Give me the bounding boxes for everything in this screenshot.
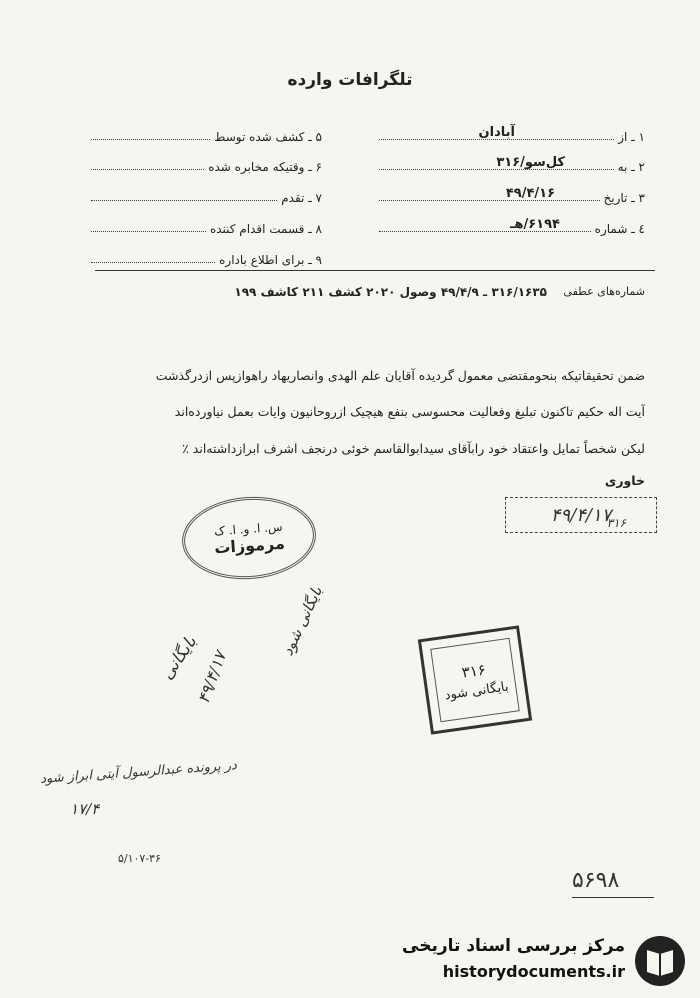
stamp-line: مرموزات — [213, 533, 286, 557]
field-value: کل‌سو/۳۱۶ — [496, 155, 565, 170]
field-label: ٤ ـ شماره — [594, 222, 645, 236]
document-number: ۵۶۹۸ — [572, 868, 620, 893]
box-date: ۴۹/۴/۱۷ — [550, 504, 612, 526]
signature-name: خاوری — [604, 473, 645, 488]
field-sent-time — [87, 150, 322, 174]
field-value: ۴۹/۴/۱۶ — [505, 186, 555, 201]
divider — [95, 270, 655, 271]
field-label: ۲ ـ به — [617, 160, 645, 174]
handwritten-date: ۴۹/۴/۱۷ — [193, 648, 230, 707]
field-label: ۶ ـ وقتیکه مخابره شده — [208, 160, 322, 174]
handwritten-number: ۱۷/۴ — [70, 800, 100, 818]
field-to — [375, 150, 645, 174]
oval-stamp — [179, 492, 318, 583]
body-line: آیت اله حکیم تاکنون تبلیغ وفعالیت محسوسی بنفع هیچیک ازروحانیون وایات بعمل نیاورده‌اند — [174, 404, 645, 419]
field-decoded-by — [87, 120, 322, 144]
stamp-line: بایگانی شود — [443, 678, 510, 703]
field-value: ۶۱۹۴/هـ — [510, 217, 560, 232]
book-logo-icon — [633, 934, 687, 988]
stamp-line: س. ا. و. ا. ک — [213, 519, 283, 538]
field-from — [375, 120, 645, 144]
field-date — [375, 181, 645, 205]
reference-numbers — [45, 285, 645, 307]
stamp-line: ۳۱۶ — [460, 659, 487, 682]
reference-label: شماره‌های عطفی — [563, 285, 645, 298]
handwritten-note: بایگانی شود — [278, 583, 326, 659]
box-code: ۳۱۶ — [606, 516, 626, 530]
underline — [572, 897, 654, 898]
field-label: ۹ ـ برای اطلاع باداره — [219, 253, 322, 267]
field-label: ۷ ـ تقدم — [281, 191, 322, 205]
field-label: ۳ ـ تاریخ — [603, 191, 645, 205]
field-info-office — [87, 243, 322, 267]
watermark-url: historydocuments.ir — [442, 962, 625, 981]
field-label: ۵ ـ کشف شده توسط — [214, 130, 322, 144]
reference-value: ۳۱۶/۱۶۳۵ ـ ۴۹/۴/۹ وصول ۲۰۲۰ کشف ۲۱۱ کاشف ۱۹۹ — [234, 285, 547, 299]
body-line: لیکن شخصاً تمایل واعتقاد خود رابآقای سیدابوالقاسم خوئی درنجف اشرف ابرازداشته‌اند ٪ — [182, 441, 645, 456]
handwritten-instruction: در پرونده عبدالرسول آیتی ابراز شود — [39, 758, 238, 787]
body-line: ضمن تحقیقاتیکه بنحومقتضی معمول گردیده آقایان علم الهدی وانصاریهاد راهوازپس ازدرگذشت — [155, 368, 645, 383]
watermark — [402, 930, 693, 992]
received-number-box — [505, 497, 657, 533]
field-priority — [87, 181, 322, 205]
field-value: آبادان — [478, 125, 515, 140]
field-action-section — [87, 212, 322, 236]
handwritten-note: بایگانی — [157, 632, 202, 684]
field-label: ۸ ـ قسمت اقدام کننده — [209, 222, 322, 236]
serial-number: ۵/۱۰۷-۳۶ — [118, 852, 161, 865]
archive-stamp — [418, 625, 532, 734]
field-number — [375, 212, 645, 236]
page-title: تلگرافات وارده — [287, 70, 413, 90]
watermark-title: مرکز بررسی اسناد تاریخی — [402, 936, 625, 956]
field-label: ۱ ـ از — [618, 130, 645, 144]
